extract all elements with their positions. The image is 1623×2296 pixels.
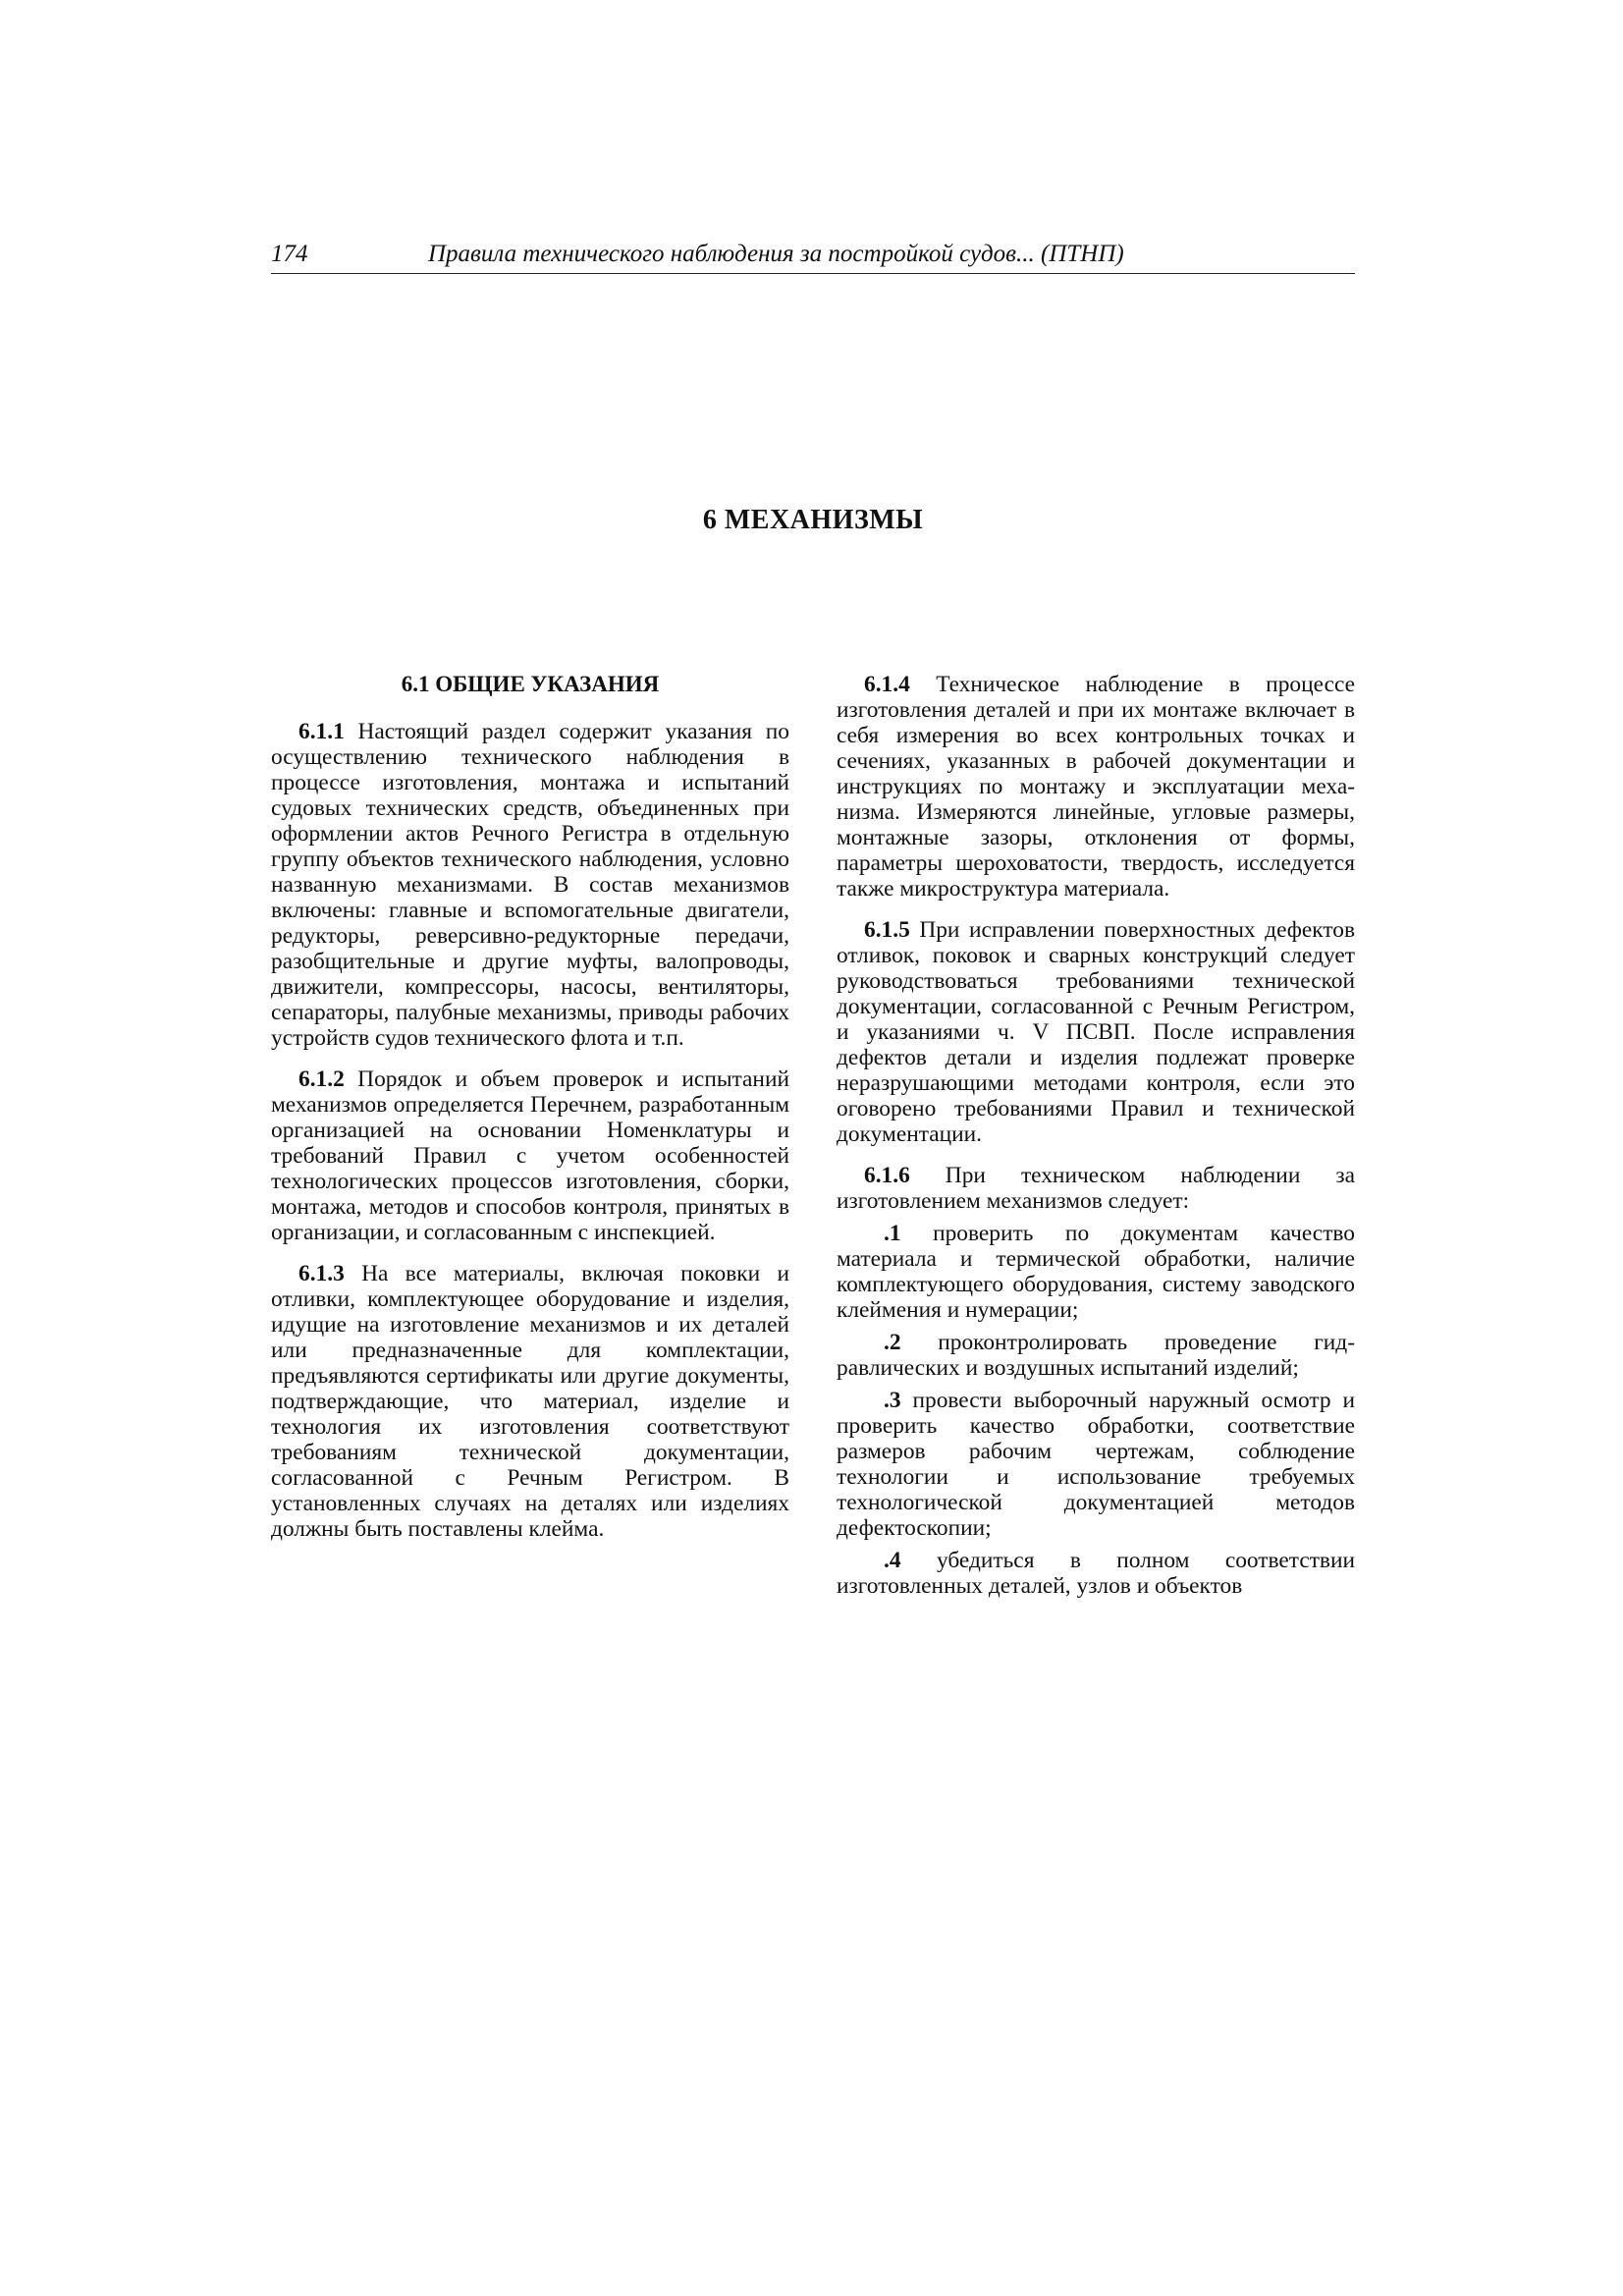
running-title: Правила технического наблюдения за постройкой судов... (ПТНП) xyxy=(428,241,1124,267)
paragraph-text: Порядок и объем проверок и испытаний механизмов определяется Перечнем, разработанным организацией на основании Номенклатуры и требований Правил с учетом особенностей технологических процессов изготовления, сборки, монтажа, методов и способов контроля, принятых в организации, и согласованным с инспекцией. xyxy=(271,1066,789,1245)
item-number: .2 xyxy=(884,1330,901,1355)
item-text: провести выборочный наружный осмотр и проверить качество обработки, соответствие размеров рабочим чертежам, соблюдение технологии и использование требуемых технологической документацией методов дефектоскопии; xyxy=(837,1388,1355,1541)
right-column xyxy=(837,672,1355,1606)
section-title: 6.1 ОБЩИЕ УКАЗАНИЯ xyxy=(401,672,660,696)
running-header xyxy=(271,238,1355,274)
item-number: .4 xyxy=(884,1548,901,1573)
list-item-1 xyxy=(837,1221,1355,1323)
paragraph-text: На все материалы, включая поковки и отливки, комплектующее оборудование и изделия, идущие на изготовление механизмов и их деталей или предназначенные для комплектации, предъявляются сертификаты или другие документы, подтверждающие, что материал, изделие и технология их изготовления соответствуют требованиям технической документации, согласованной с Речным Регистром. В установленных случаях на деталях или изделиях должны быть поставлены клейма. xyxy=(271,1261,789,1542)
item-number: .3 xyxy=(884,1388,901,1413)
paragraph-number: 6.1.3 xyxy=(298,1261,345,1286)
list-item-2 xyxy=(837,1330,1355,1381)
paragraph-text: При исправлении поверхностных дефектов отливок, поковок и сварных конструкций следует руководствоваться требованиями технической документации, согласованной с Речным Регистром, и указаниями ч. V ПСВП. После исправления дефектов детали и изделия подлежат проверке неразрушающими методами контроля, если это оговорено требованиями Правил и технической документации. xyxy=(837,917,1355,1147)
paragraph-6-1-3 xyxy=(271,1261,789,1542)
paragraph-text: Техническое наблюдение в процессе изготовления деталей и при их монтаже включает в себя измерения во всех контрольных точках и сечениях, указанных в рабочей документации и инструкциях по монтажу и эксплуатации механизма. Измеряются линейные, угловые размеры, монтажные зазоры, отклонения от формы, параметры шероховатости, твердость, исследуется также микроструктура материала. xyxy=(837,672,1355,902)
paragraph-number: 6.1.4 xyxy=(864,672,910,697)
chapter-title: 6 МЕХАНИЗМЫ xyxy=(702,505,924,535)
page-number: 174 xyxy=(271,241,308,267)
paragraph-6-1-1 xyxy=(271,719,789,1051)
item-text: проверить по документам качество материала и термической обработки, наличие комплектующего оборудования, систему заводского клеймения и нумерации; xyxy=(837,1221,1355,1323)
item-text: проконтролировать проведение гидравлических и воздушных испытаний изделий; xyxy=(837,1330,1355,1381)
list-item-4 xyxy=(837,1548,1355,1599)
paragraph-6-1-4 xyxy=(837,672,1355,902)
paragraph-text: Настоящий раздел содержит указания по осуществлению технического наблюдения в процессе изготовления, монтажа и испытаний судовых технических средств, объединенных при оформлении актов Речного Регистра в отдельную группу объектов технического наблюдения, условно названную механизмами. В состав механизмов включены: главные и вспомогательные двигатели, редукторы, реверсивно-редукторные передачи, разобщительные и другие муфты, валопроводы, движители, компрессоры, насосы, вентиляторы, сепараторы, палубные механизмы, приводы рабочих устройств судов технического флота и т.п. xyxy=(271,719,789,1051)
paragraph-6-1-2 xyxy=(271,1066,789,1245)
paragraph-text: При техническом наблюдении за изготовлением механизмов следует: xyxy=(837,1163,1355,1214)
list-item-3 xyxy=(837,1388,1355,1541)
paragraph-number: 6.1.5 xyxy=(864,917,910,943)
paragraph-number: 6.1.2 xyxy=(298,1066,345,1092)
paragraph-number: 6.1.1 xyxy=(298,719,345,744)
item-text: убедиться в полном соответствии изготовленных деталей, узлов и объектов xyxy=(837,1548,1355,1599)
paragraph-6-1-6 xyxy=(837,1163,1355,1214)
paragraph-number: 6.1.6 xyxy=(864,1163,910,1188)
paragraph-6-1-5 xyxy=(837,917,1355,1147)
left-column xyxy=(271,672,789,1558)
item-number: .1 xyxy=(884,1221,901,1246)
